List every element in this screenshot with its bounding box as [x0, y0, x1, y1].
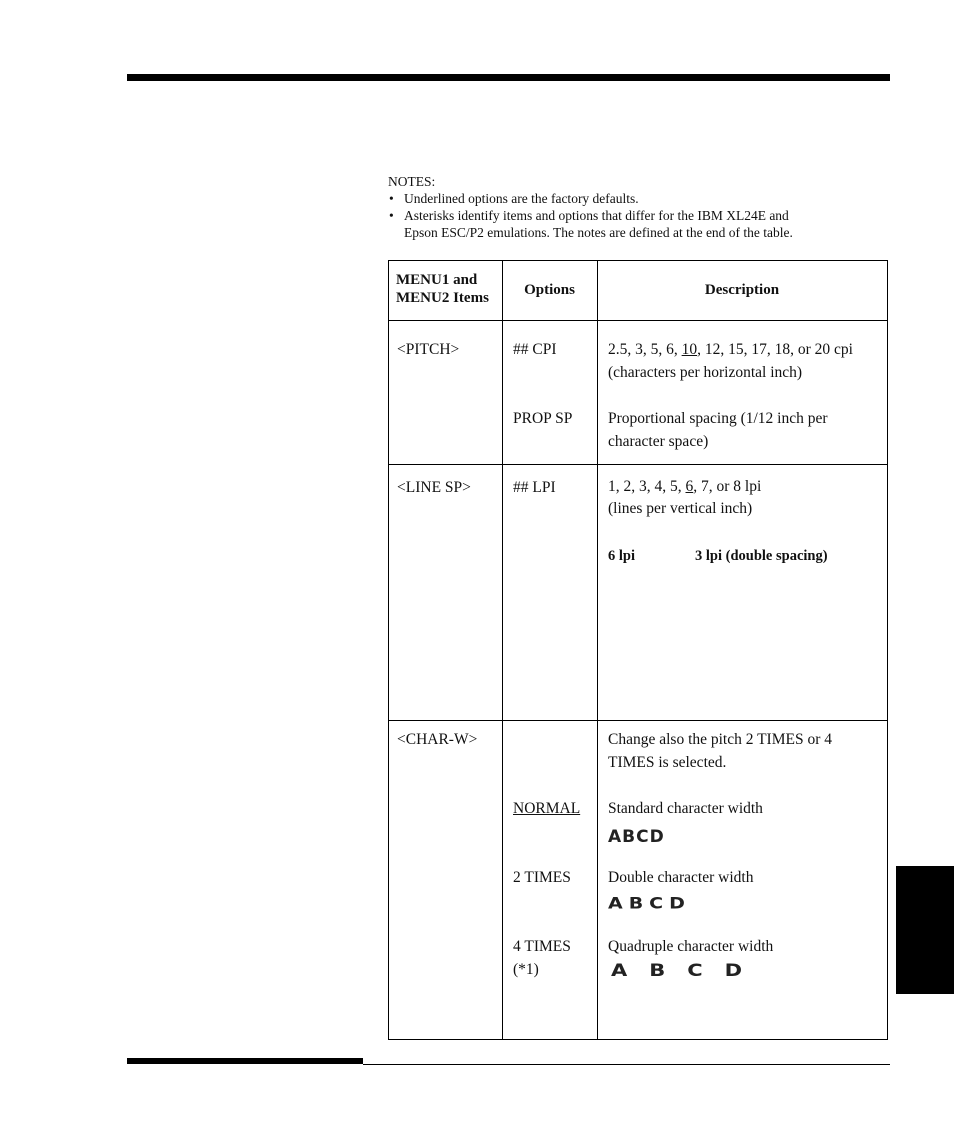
option-normal: NORMAL: [513, 800, 581, 817]
chapter-side-tab: [896, 866, 954, 994]
sample-quadruple-width: ABCD: [611, 961, 765, 981]
top-rule: [127, 74, 890, 81]
notes-block: [388, 173, 888, 241]
desc-char-w-intro: Change also the pitch 2 TIMES or 4 TIMES is selected.: [608, 731, 833, 771]
sample-normal-width: ABCD: [608, 827, 665, 847]
desc-cpi: 2.5, 3, 5, 6, 10, 12, 15, 17, 18, or 20 cpi (characters per horizontal inch): [608, 341, 853, 381]
column-divider-2: [597, 261, 598, 1039]
note-bullet-2: [388, 207, 888, 241]
header-options: Options: [524, 282, 575, 298]
header-description: Description: [704, 282, 780, 298]
option-2-times: 2 TIMES: [513, 869, 571, 886]
header-items: MENU1 and MENU2 Items: [396, 272, 489, 306]
note-bullet-1: • Underlined options are the factory defaults.: [388, 190, 888, 207]
header-divider: [389, 320, 887, 321]
desc-2-times: Double character width: [608, 869, 754, 886]
menu-items-table: [388, 260, 888, 1040]
desc-normal: Standard character width: [608, 800, 763, 817]
lpi-sample-right: 3 lpi (double spacing): [695, 548, 828, 564]
note-bullet-2-line2: Epson ESC/P2 emulations. The notes are defined at the end of the table.: [404, 225, 793, 240]
column-divider-1: [502, 261, 503, 1039]
item-line-sp: <LINE SP>: [397, 479, 471, 496]
desc-4-times: Quadruple character width: [608, 938, 774, 955]
lpi-sample-left: 6 lpi: [608, 548, 635, 564]
sample-double-width: ABCD: [608, 894, 691, 913]
option-4-times: 4 TIMES (*1): [513, 938, 571, 978]
desc-lpi: 1, 2, 3, 4, 5, 6, 7, or 8 lpi (lines per vertical inch): [608, 478, 762, 517]
option-lpi: ## LPI: [513, 479, 556, 496]
note-bullet-2-line1: Asterisks identify items and options that differ for the IBM XL24E and: [404, 208, 789, 223]
row-divider-pitch: [389, 464, 887, 465]
default-cpi: 10: [681, 341, 698, 358]
bottom-rule-thin: [363, 1064, 890, 1065]
row-divider-line-sp: [389, 720, 887, 721]
option-prop-sp: PROP SP: [513, 410, 573, 427]
desc-prop-sp: Proportional spacing (1/12 inch per character space): [608, 410, 828, 450]
item-char-w: <CHAR-W>: [397, 731, 478, 748]
item-pitch: <PITCH>: [397, 341, 460, 358]
notes-heading: NOTES:: [388, 174, 436, 189]
bottom-rule-thick: [127, 1058, 363, 1064]
option-cpi: ## CPI: [513, 341, 557, 358]
default-lpi: 6: [685, 478, 694, 495]
